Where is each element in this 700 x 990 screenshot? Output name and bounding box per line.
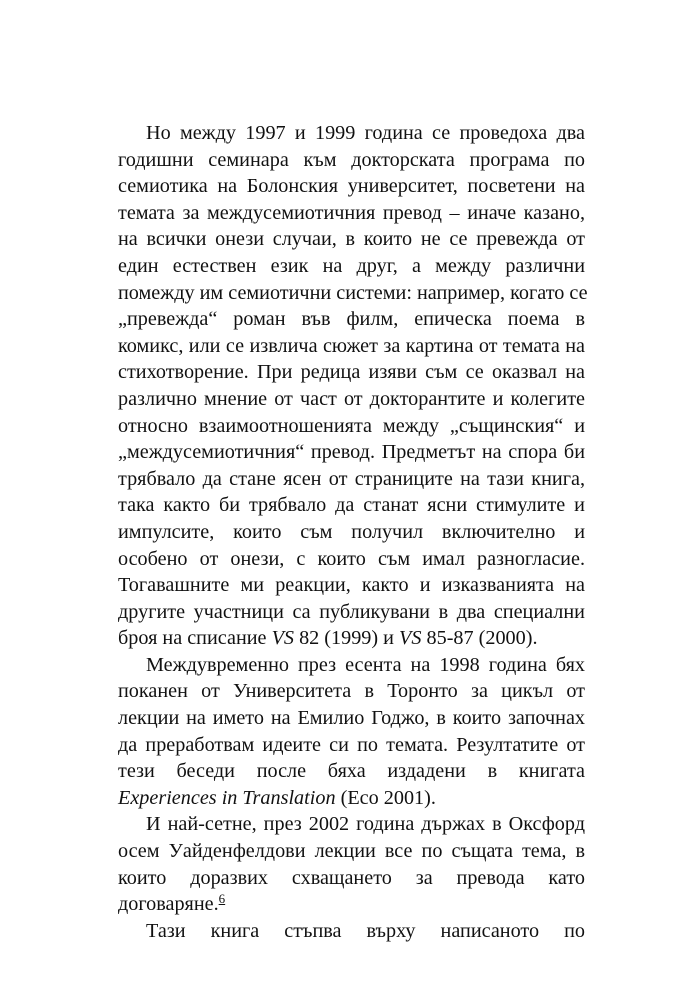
book-title: Experiences in Translation <box>118 786 336 809</box>
text-line <box>118 625 585 652</box>
text-line: И най-сетне, през 2002 година държах в Оксфорд <box>146 813 585 836</box>
text-line: да преработвам идеите си по темата. Резултатите от <box>118 733 585 756</box>
text-line: относно взаимоотношенията между „същинския“ и <box>118 414 585 437</box>
text-line: стихотворение. При редица изяви съм се оказвал на <box>118 361 585 384</box>
text-line: които доразвих схващането за превода като <box>118 866 585 889</box>
text-line: осем Уайденфелдови лекции все по същата тема, в <box>118 840 585 863</box>
text-line: комикс, или се извлича сюжет за картина от темата на <box>118 334 585 357</box>
text-run: (Eco 2001). <box>335 786 436 809</box>
paragraph-4 <box>118 918 585 945</box>
text-line: Тогавашните ми реакции, както и изказванията на <box>118 574 585 597</box>
footnote-link[interactable]: 6 <box>218 891 226 907</box>
text-line: поканен от Университета в Торонто за цикъл от <box>118 680 585 703</box>
text-line: „превежда“ роман във филм, епическа поема в <box>118 308 585 331</box>
text-line: семиотика на Болонския университет, посветени на <box>118 175 585 198</box>
text-line: помежду им семиотични системи: например, когато се <box>118 281 588 304</box>
text-line: Тази книга стъпва върху написаното по <box>146 919 585 942</box>
text-run: 82 (1999) и <box>294 627 400 650</box>
paragraph-3 <box>118 811 585 917</box>
text-line: особено от онези, с които съм имал разногласие. <box>118 547 585 570</box>
paragraph-1 <box>118 120 588 652</box>
text-line <box>118 785 585 812</box>
text-line: другите участници са публикувани в два специални <box>118 600 585 623</box>
text-line: един естествен език на друг, а между различни <box>118 254 585 277</box>
body-text <box>118 120 588 944</box>
text-line: лекции на името на Емилио Годжо, в които започнах <box>118 707 585 730</box>
text-run: броя на списание <box>118 627 272 650</box>
text-line <box>118 891 585 918</box>
text-run: договаряне. <box>118 893 219 916</box>
text-line: на всички онези случаи, в които не се превежда от <box>118 228 585 251</box>
text-line: импулсите, които съм получил включително и <box>118 520 585 543</box>
text-line: годишни семинара към докторската програма по <box>118 148 585 171</box>
text-line: тези беседи после бяха издадени в книгата <box>118 760 585 783</box>
text-line: Но между 1997 и 1999 година се проведоха два <box>146 122 585 144</box>
text-line: темата за междусемиотичния превод – иначе казано, <box>118 201 585 224</box>
paragraph-2 <box>118 652 585 812</box>
journal-title: VS <box>399 627 422 650</box>
text-line: трябвало да стане ясен от страниците на тази книга, <box>118 467 585 490</box>
text-line: различно мнение от част от докторантите и колегите <box>118 387 585 410</box>
text-line: Междувременно през есента на 1998 година бях <box>146 653 585 676</box>
text-line: така както би трябвало да станат ясни стимулите и <box>118 494 585 517</box>
text-run: 85-87 (2000). <box>421 627 538 650</box>
text-line: „междусемиотичния“ превод. Предметът на спора би <box>118 441 585 464</box>
journal-title: VS <box>271 627 295 650</box>
